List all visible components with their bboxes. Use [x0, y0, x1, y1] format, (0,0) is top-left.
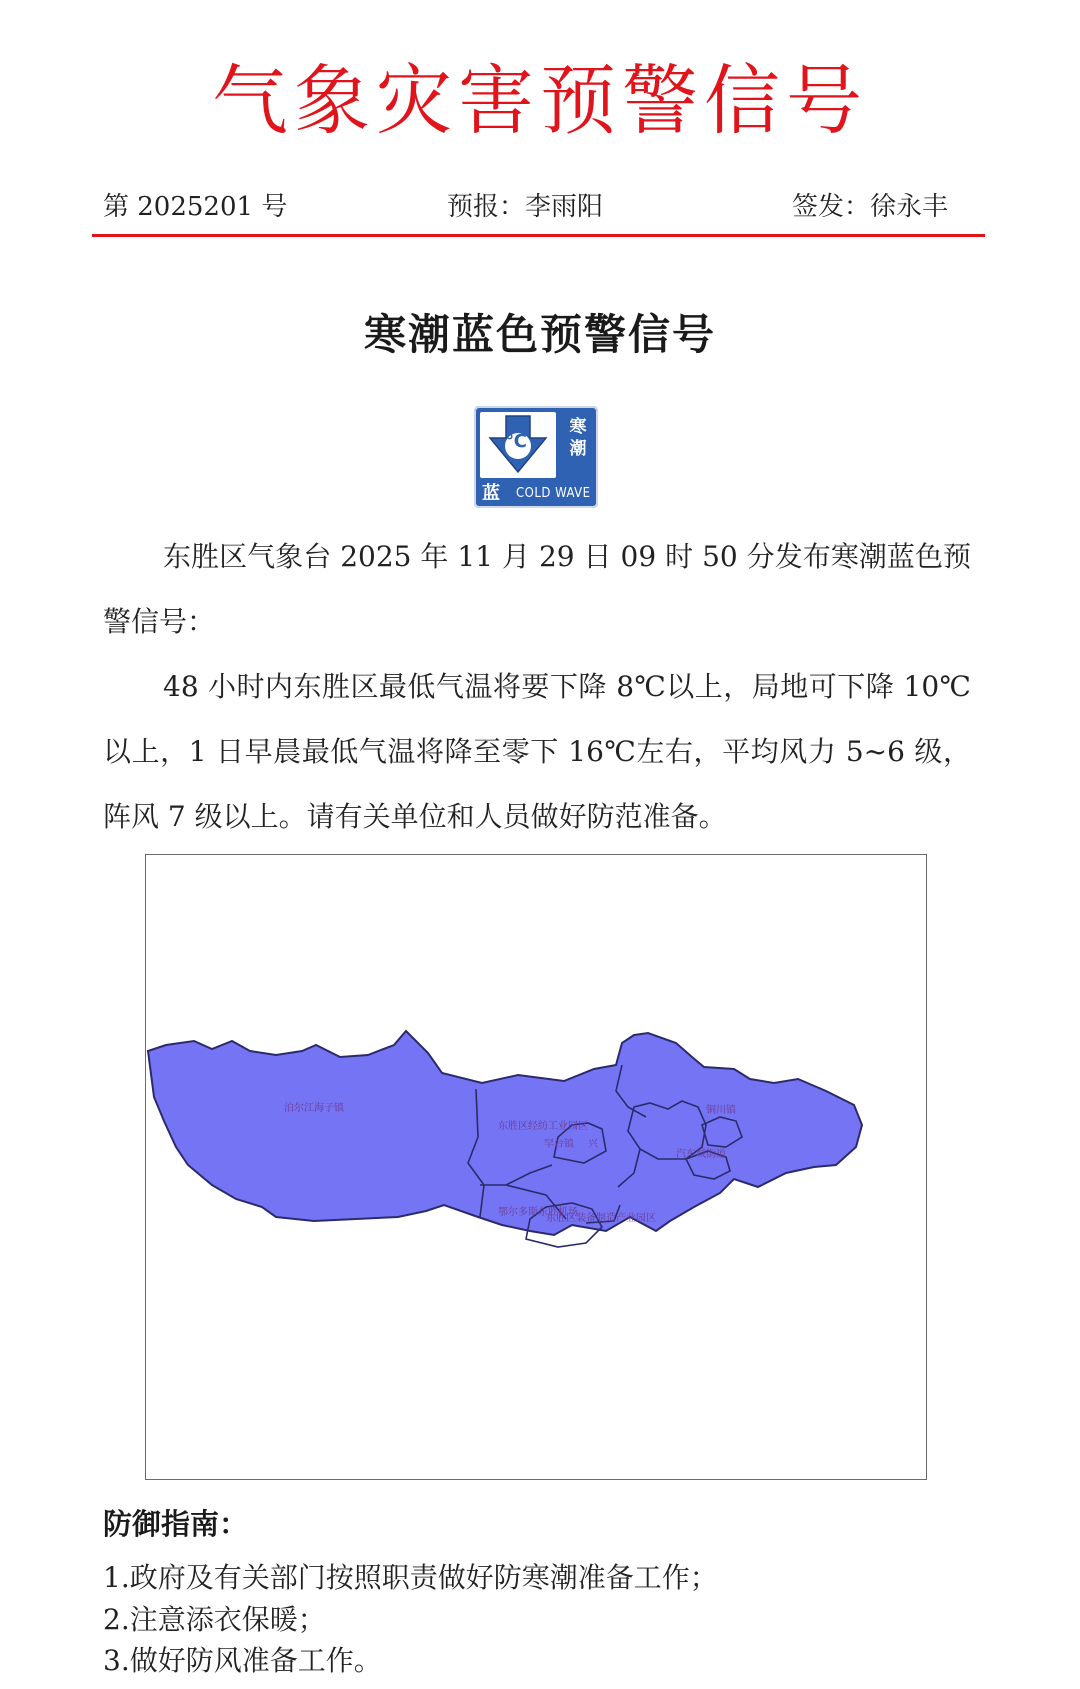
defense-item: 3.做好防风准备工作。 — [103, 1644, 382, 1677]
badge-type-line1: 寒 — [569, 417, 587, 437]
district-shape — [148, 1031, 862, 1235]
map-label-center-south: 罕台镇 — [544, 1139, 574, 1150]
badge-footer — [480, 484, 594, 504]
badge-degree-symbol: ℃ — [505, 431, 527, 452]
badge-level: 蓝 — [482, 483, 500, 504]
map-label-south-b: 东胜区装备制造产业园区 — [546, 1213, 656, 1224]
content-paragraph: 48 小时内东胜区最低气温将要下降 8℃以上，局地可下降 10℃以上，1 日早晨最低气温将降至零下 16℃左右，平均风力 5~6 级，阵风 7 级以上。请有关单位和人员做好防范准备。 — [103, 670, 971, 833]
map-label-center-x: 兴 — [588, 1139, 598, 1150]
defense-item: 1.政府及有关部门按照职责做好防寒潮准备工作； — [103, 1561, 718, 1594]
warning-title: 寒潮蓝色预警信号 — [363, 310, 716, 359]
cold-wave-blue-warning-badge — [474, 406, 598, 508]
badge-english-label: COLD WAVE — [516, 486, 591, 501]
issuer: 签发：徐永丰 — [792, 192, 949, 222]
badge-type-line2: 潮 — [569, 439, 587, 459]
defense-guide-heading: 防御指南： — [103, 1507, 249, 1541]
header-divider — [92, 234, 985, 237]
map-label-east-south: 汽车城街道 — [676, 1149, 726, 1160]
document-number: 第 2025201 号 — [103, 192, 288, 222]
district-map-svg — [146, 855, 926, 1479]
map-label-east-north: 铜川镇 — [706, 1105, 736, 1116]
map-label-south-a: 鄂尔多斯东胜机场 — [498, 1207, 578, 1218]
masthead-title: 气象灾害预警信号 — [212, 56, 868, 145]
map-label-west: 泊尔江海子镇 — [284, 1103, 344, 1114]
warning-area-map — [145, 854, 927, 1480]
badge-type-label — [562, 416, 594, 460]
thermometer-arrow-icon — [480, 412, 556, 478]
forecaster: 预报：李雨阳 — [447, 192, 604, 222]
issue-paragraph: 东胜区气象台 2025 年 11 月 29 日 09 时 50 分发布寒潮蓝色预警信号： — [103, 540, 971, 638]
map-label-center-west: 东胜区经纺工业园区 — [498, 1121, 588, 1132]
defense-item: 2.注意添衣保暖； — [103, 1603, 326, 1636]
